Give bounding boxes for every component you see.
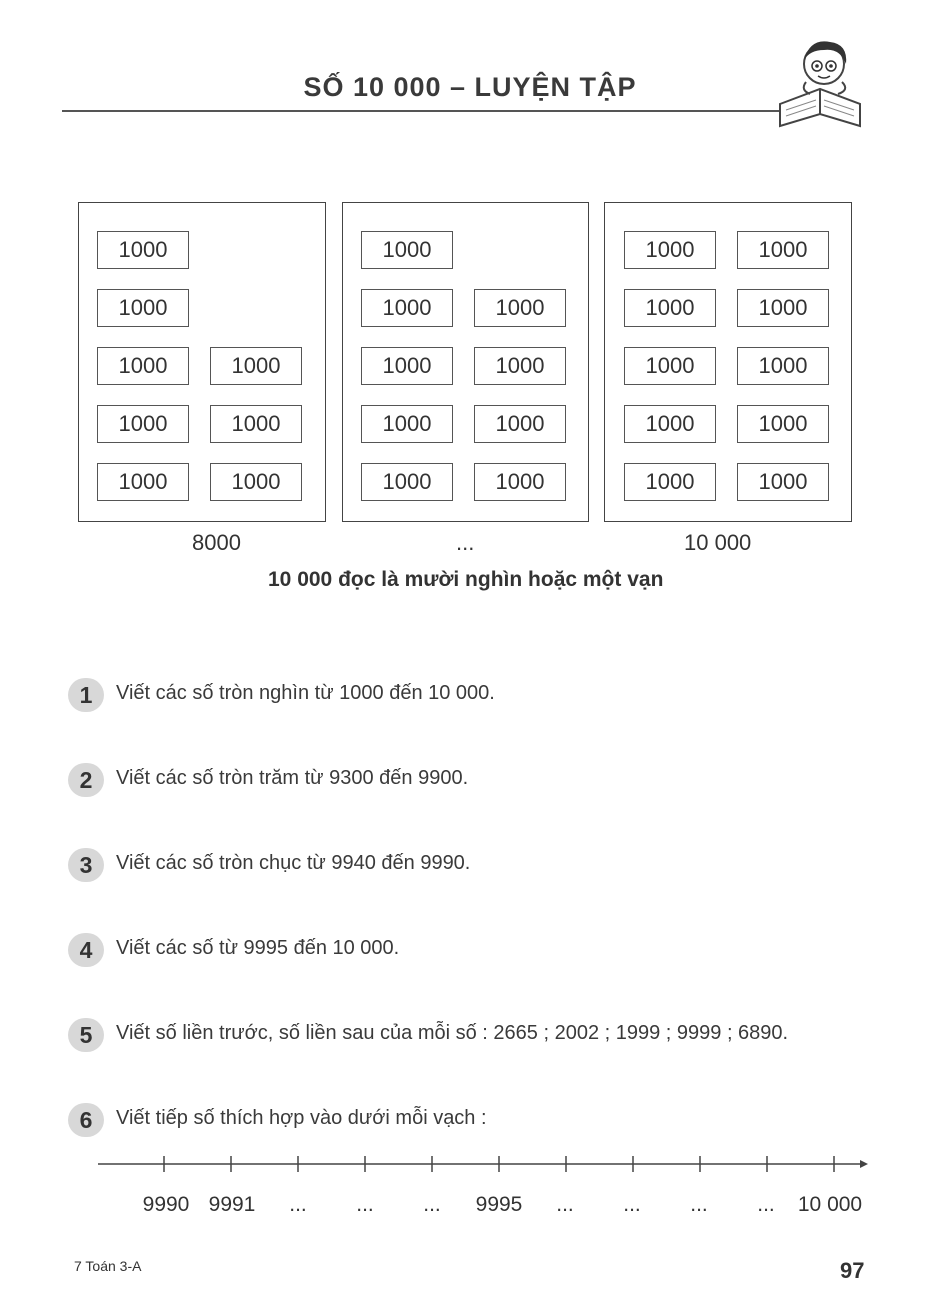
thousand-card: 1000	[210, 405, 302, 443]
thousand-card: 1000	[361, 231, 453, 269]
book-label: 7 Toán 3-A	[74, 1258, 142, 1274]
thousand-card: 1000	[624, 405, 716, 443]
number-line-label: ...	[356, 1193, 374, 1216]
reading-child-icon	[770, 34, 866, 134]
number-line-label: ...	[757, 1193, 775, 1216]
exercise-text: Viết tiếp số thích hợp vào dưới mỗi vạch :	[116, 1107, 487, 1129]
thousand-card: 1000	[474, 347, 566, 385]
thousand-card: 1000	[97, 405, 189, 443]
thousand-cards-panel-10000	[604, 202, 852, 522]
number-line-label: 9995	[475, 1193, 523, 1216]
exercise-number-badge: 5	[68, 1018, 104, 1052]
thousand-card: 1000	[210, 463, 302, 501]
thousand-card: 1000	[97, 231, 189, 269]
page-title: SỐ 10 000 – LUYỆN TẬP	[303, 72, 637, 102]
panel-caption-10000: 10 000	[684, 530, 752, 555]
number-line-label: ...	[423, 1193, 441, 1216]
number-line	[98, 1152, 868, 1182]
thousand-card: 1000	[624, 289, 716, 327]
thousand-card: 1000	[624, 231, 716, 269]
thousand-card: 1000	[361, 405, 453, 443]
thousand-card: 1000	[210, 347, 302, 385]
exercise-number-badge: 2	[68, 763, 104, 797]
exercise-number-badge: 6	[68, 1103, 104, 1137]
exercise-text: Viết các số từ 9995 đến 10 000.	[116, 937, 400, 959]
title-rule	[62, 110, 802, 112]
thousand-card: 1000	[361, 347, 453, 385]
thousand-card: 1000	[97, 463, 189, 501]
thousand-card: 1000	[737, 347, 829, 385]
panel-caption-8000: 8000	[192, 530, 241, 555]
number-line-label: 9991	[208, 1193, 256, 1216]
number-line-label: 9990	[142, 1193, 190, 1216]
number-line-label: ...	[690, 1193, 708, 1216]
page-number: 97	[840, 1258, 865, 1283]
number-line-label: ...	[556, 1193, 574, 1216]
thousand-card: 1000	[737, 463, 829, 501]
number-line-label: 10 000	[797, 1193, 863, 1216]
thousand-card: 1000	[97, 289, 189, 327]
thousand-card: 1000	[624, 347, 716, 385]
exercise-number-badge: 3	[68, 848, 104, 882]
thousand-card: 1000	[737, 289, 829, 327]
exercise-text: Viết số liền trước, số liền sau của mỗi số : 2665 ; 2002 ; 1999 ; 9999 ; 6890.	[116, 1022, 789, 1044]
thousand-card: 1000	[624, 463, 716, 501]
exercise-number-badge: 4	[68, 933, 104, 967]
thousand-card: 1000	[361, 289, 453, 327]
reading-note: 10 000 đọc là mười nghìn hoặc một vạn	[268, 568, 664, 591]
panel-caption-ellipsis: ...	[456, 530, 475, 555]
thousand-card: 1000	[474, 289, 566, 327]
exercise-number-badge: 1	[68, 678, 104, 712]
thousand-card: 1000	[737, 231, 829, 269]
number-line-label: ...	[623, 1193, 641, 1216]
exercise-text: Viết các số tròn trăm từ 9300 đến 9900.	[116, 767, 469, 789]
thousand-card: 1000	[737, 405, 829, 443]
thousand-card: 1000	[474, 405, 566, 443]
exercise-text: Viết các số tròn nghìn từ 1000 đến 10 000.	[116, 682, 495, 704]
thousand-cards-panel-8000	[78, 202, 326, 522]
exercise-text: Viết các số tròn chục từ 9940 đến 9990.	[116, 852, 471, 874]
thousand-cards-panel-9000	[342, 202, 589, 522]
thousand-card: 1000	[474, 463, 566, 501]
thousand-card: 1000	[97, 347, 189, 385]
thousand-card: 1000	[361, 463, 453, 501]
number-line-label: ...	[289, 1193, 307, 1216]
